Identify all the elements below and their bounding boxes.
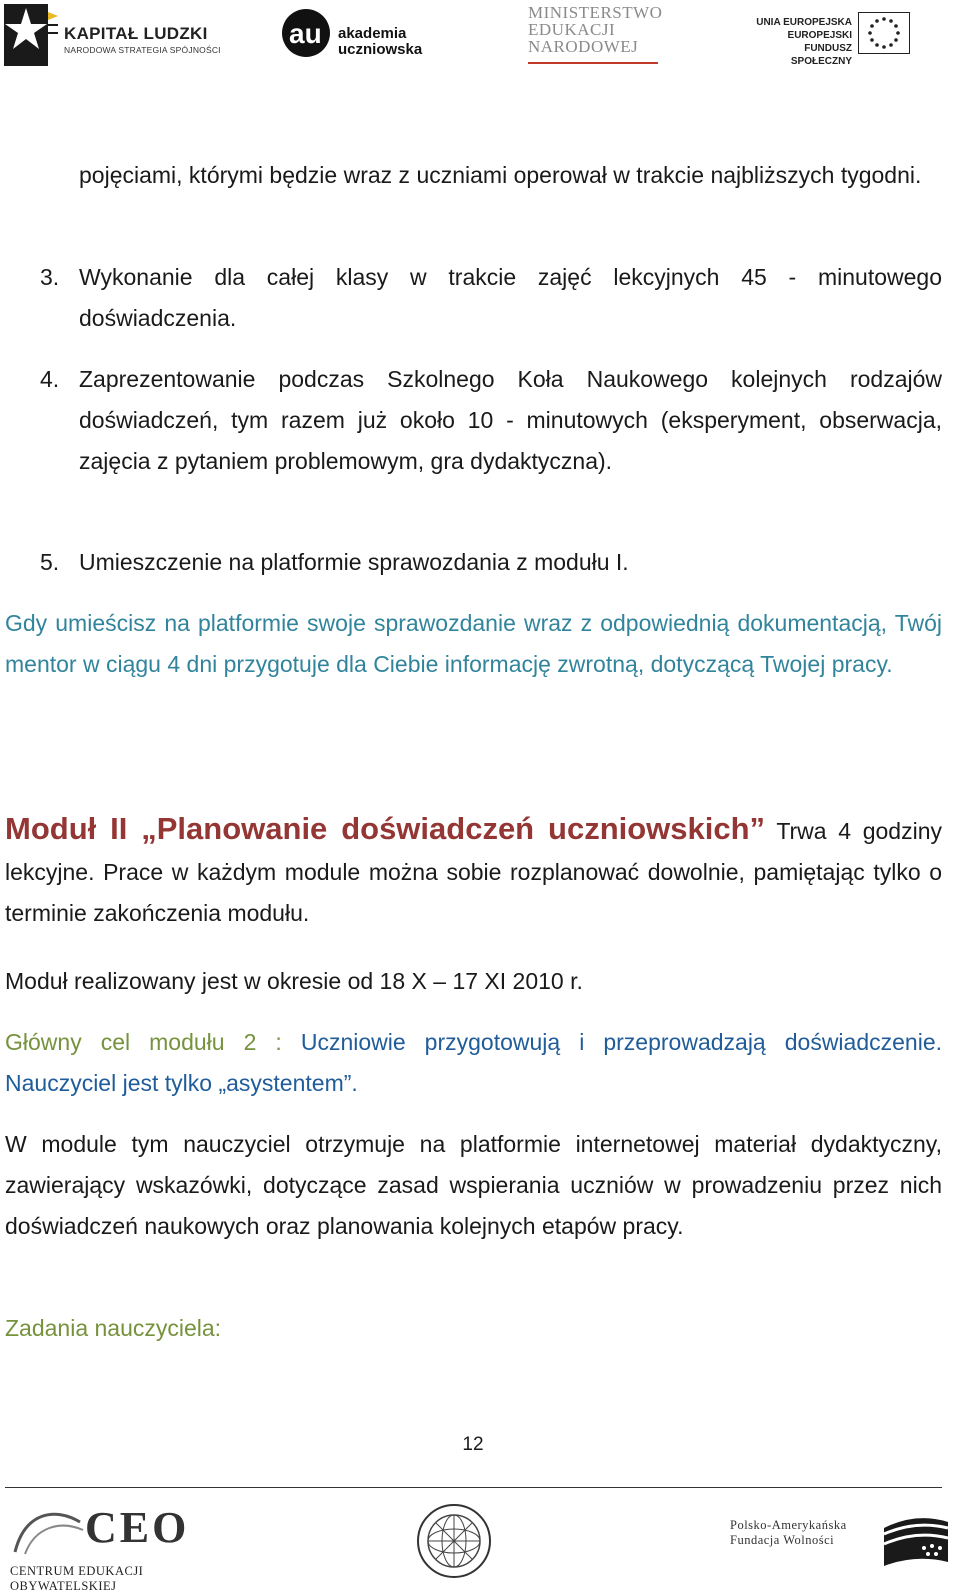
module-goal xyxy=(5,1022,942,1104)
ue-logo xyxy=(748,12,958,67)
ceo-big-text: CEO xyxy=(85,1503,190,1552)
module-goal-label: Główny cel modułu 2 : xyxy=(5,1029,282,1055)
kapital-ludzki-subtitle: NARODOWA STRATEGIA SPÓJNOŚCI xyxy=(64,45,221,55)
men-line1: MINISTERSTWO xyxy=(528,3,663,22)
ceo-swirl-icon xyxy=(5,1502,85,1562)
pafw-flag-icon xyxy=(880,1508,952,1570)
ue-line3: FUNDUSZ SPOŁECZNY xyxy=(790,43,852,67)
pafw-line1: Polsko-Amerykańska xyxy=(730,1518,847,1532)
page-number: 12 xyxy=(462,1434,484,1455)
akademia-au-icon xyxy=(282,6,338,60)
list-number-4: 4. xyxy=(40,366,60,392)
module-description: W module tym nauczyciel otrzymuje na platformie internetowej materiał dydaktyczny, zawierający wskazówki, dotyczące zasad wspierania uczniów w prowadzeniu przez nich doświadczeń naukowych oraz planowania kolejnych etapów pracy. xyxy=(5,1131,942,1239)
pafw-logo xyxy=(730,1508,955,1578)
akademia-line2: uczniowska xyxy=(338,41,423,58)
module-heading-paragraph xyxy=(5,808,942,934)
men-line2: EDUKACJI xyxy=(528,20,616,39)
module-goal-text: Uczniowie przygotowują i przeprowadzają doświadczenie. Nauczyciel jest tylko „asystentem”. xyxy=(5,1029,943,1096)
ministerstwo-logo xyxy=(528,4,668,68)
men-line3: NARODOWEJ xyxy=(528,37,639,56)
module-duration: Trwa 4 godziny lekcyjne. xyxy=(5,818,942,885)
ue-line2: EUROPEJSKI xyxy=(787,30,852,41)
page-header xyxy=(0,0,960,75)
ue-line1: UNIA EUROPEJSKA xyxy=(756,17,852,28)
globe-seal-icon xyxy=(414,1494,494,1588)
molecular-biology-institute-logo xyxy=(414,1494,494,1588)
list-item-5: Umieszczenie na platformie sprawozdania z modułu I. xyxy=(79,549,629,575)
ceo-logo xyxy=(5,1502,220,1593)
list-item-2-continuation: pojęciami, którymi będzie wraz z uczniami operował w trakcie najbliższych tygodni. xyxy=(79,162,922,188)
pafw-line2: Fundacja Wolności xyxy=(730,1533,835,1547)
list-number-3: 3. xyxy=(40,264,60,290)
eu-flag-icon xyxy=(858,12,910,54)
module-period: Moduł realizowany jest w okresie od 18 X – 17 XI 2010 r. xyxy=(5,968,583,994)
akademia-uczniowska-logo xyxy=(282,6,432,66)
list-item-3: Wykonanie dla całej klasy w trakcie zajęć lekcyjnych 45 - minutowego doświadczenia. xyxy=(79,264,942,331)
kapital-ludzki-logo xyxy=(2,2,227,70)
men-underline xyxy=(528,62,658,64)
ceo-small-text: CENTRUM EDUKACJI OBYWATELSKIEJ xyxy=(10,1564,144,1593)
list-number-5: 5. xyxy=(40,549,60,575)
kapital-ludzki-title: KAPITAŁ LUDZKI xyxy=(64,24,208,43)
teacher-tasks-label: Zadania nauczyciela: xyxy=(5,1315,222,1341)
mentor-note: Gdy umieścisz na platformie swoje sprawozdanie wraz z odpowiednią dokumentacją, Twój mentor w ciągu 4 dni przygotuje dla Ciebie informację zwrotną, dotyczącą Twojej pracy. xyxy=(5,610,942,677)
list-item-4: Zaprezentowanie podczas Szkolnego Koła Naukowego kolejnych rodzajów doświadczeń, tym razem już około 10 - minutowych (eksperyment, obserwacja, zajęcia z pytaniem problemowym, gra dydaktyczna). xyxy=(79,366,942,474)
svg-text:au: au xyxy=(289,18,322,49)
module-heading: Moduł II „Planowanie doświadczeń uczniowskich” xyxy=(5,811,766,846)
footer-rule xyxy=(5,1487,942,1488)
module-planning: Prace w każdym module można sobie rozplanować dowolnie, pamiętając tylko o terminie zakończenia modułu. xyxy=(5,859,942,926)
akademia-line1: akademia xyxy=(338,25,407,42)
kapital-ludzki-emblem-icon xyxy=(2,2,60,68)
